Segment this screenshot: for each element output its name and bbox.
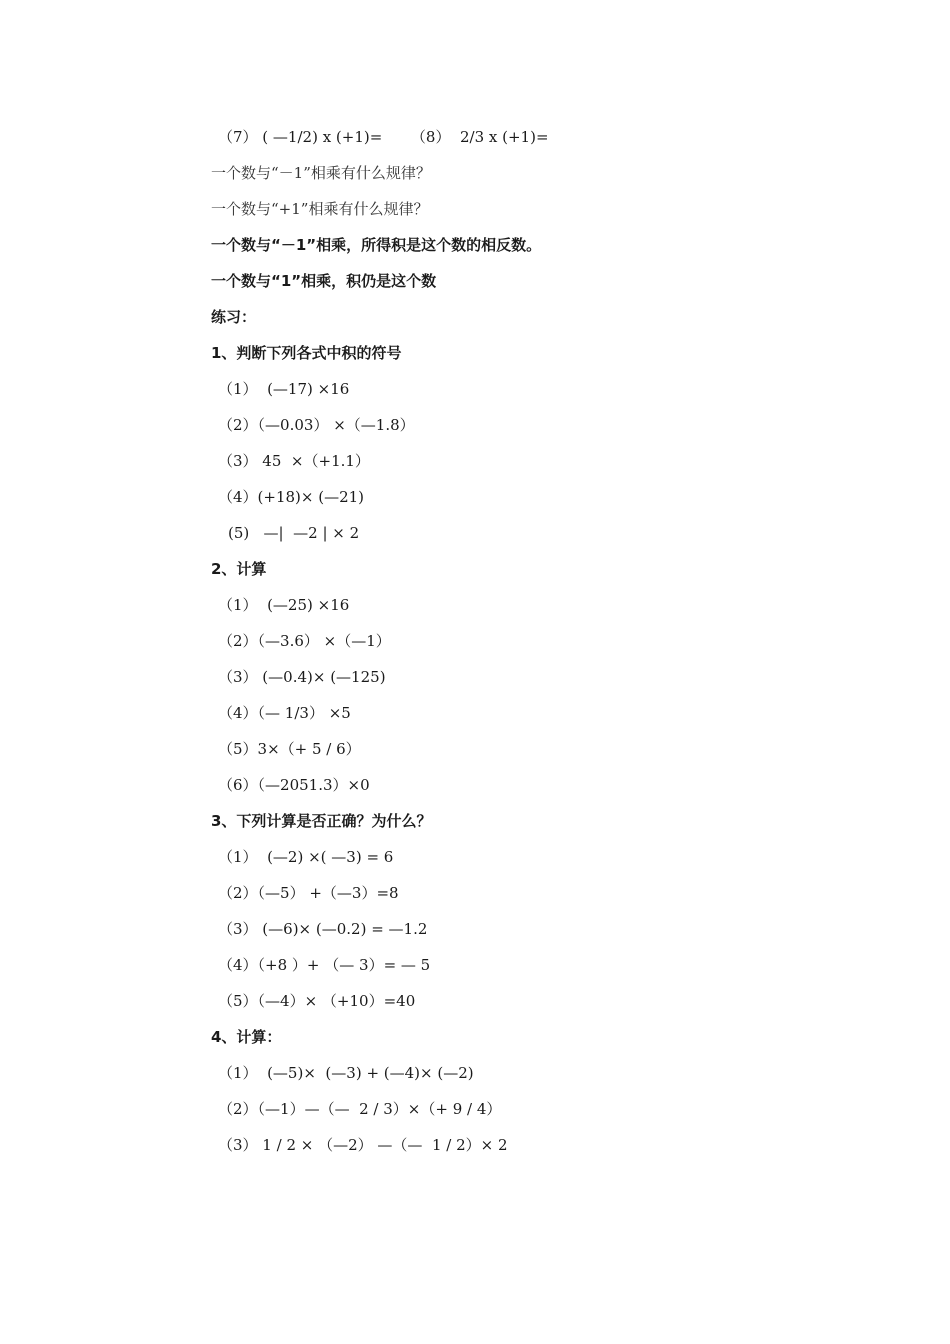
list-item: （3） 45 ×（+1.1） — [218, 452, 370, 470]
list-item: （1） (—2) ×( —3) = 6 — [218, 848, 394, 866]
rule-line-one: 一个数与“1”相乘，积仍是这个数 — [211, 272, 437, 290]
list-item: （6）（—2051.3）×0 — [218, 776, 370, 794]
list-item: （4）（— 1/3） ×5 — [218, 704, 351, 722]
question-line-minus-one: 一个数与“－1”相乘有什么规律？ — [211, 164, 431, 182]
list-item: （3） (—6)× (—0.2) = —1.2 — [218, 920, 428, 938]
rule-line-minus-one: 一个数与“－1”相乘，所得积是这个数的相反数。 — [211, 236, 542, 254]
list-item: （1） (—17) ×16 — [218, 380, 350, 398]
question-line-plus-one: 一个数与“+1”相乘有什么规律？ — [211, 200, 429, 218]
list-item: （2）（—0.03） ×（—1.8） — [218, 416, 415, 434]
list-item: （1） (—5)× (—3) + (—4)× (—2) — [218, 1064, 474, 1082]
list-item: (5) —| —2 | × 2 — [228, 524, 360, 542]
practice-heading: 练习： — [211, 308, 257, 326]
list-item: （2）（—3.6） ×（—1） — [218, 632, 391, 650]
list-item: （3） (—0.4)× (—125) — [218, 668, 386, 686]
section-2-heading: 2、计算 — [211, 560, 267, 578]
section-3-heading: 3、下列计算是否正确？为什么？ — [211, 812, 432, 830]
list-item: （2）（—1）—（— 2 / 3）×（+ 9 / 4） — [218, 1100, 502, 1118]
section-4-heading: 4、计算： — [211, 1028, 282, 1046]
list-item: （4）(+18)× (—21) — [218, 488, 365, 506]
list-item: （3） 1 / 2 × （—2） —（— 1 / 2）× 2 — [218, 1136, 508, 1154]
section-1-heading: 1、判断下列各式中积的符号 — [211, 344, 402, 362]
list-item: （5）3×（+ 5 / 6） — [218, 740, 361, 758]
exercise-line-7-8: （7） ( —1/2) x (+1)= （8） 2/3 x (+1)= — [218, 128, 549, 146]
list-item: （2）（—5） +（—3）=8 — [218, 884, 399, 902]
list-item: （4）（+8 ）+ （— 3）= — 5 — [218, 956, 431, 974]
list-item: （5）（—4）× （+10）=40 — [218, 992, 416, 1010]
list-item: （1） (—25) ×16 — [218, 596, 350, 614]
